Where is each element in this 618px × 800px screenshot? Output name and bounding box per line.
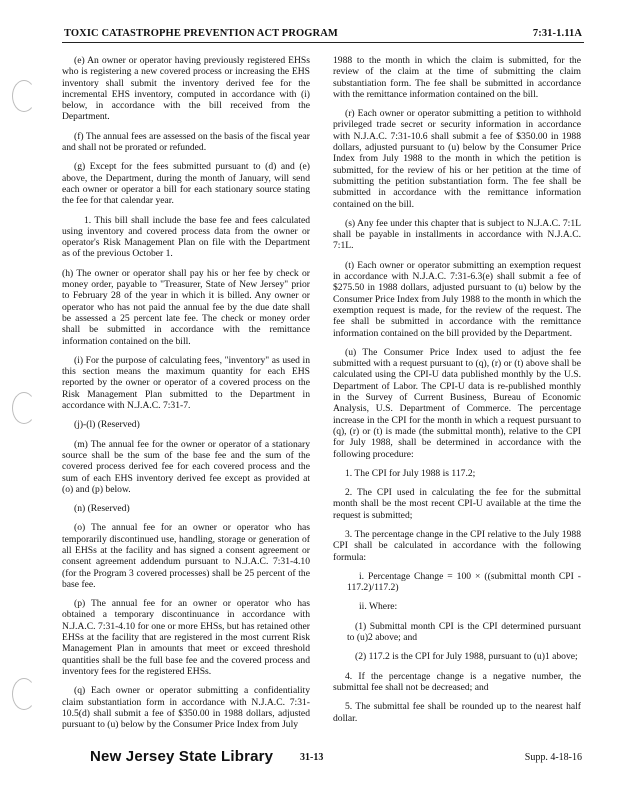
paragraph-u-4: 4. If the percentage change is a negative number, the submittal fee shall not be decreased; and — [333, 670, 581, 693]
paragraph-u: (u) The Consumer Price Index used to adjust the fee submitted with a request pursuant to (q), (r) or (t) above shall be calculated using the CPI-U data published monthly by the U.S. Department of Labor. The CPI-U data is re-published monthly in the Survey of Current Business, Bureau of Economic Analysis, U.S. Department of Commerce. The percentage increase in the CPI for the month in which a request pursuant to (q), (r) or (t) is made (the submittal month), relative to the CPI for July 1988, shall be determined in accordance with the following procedure: — [333, 346, 581, 460]
paragraph-n: (n) (Reserved) — [74, 503, 130, 515]
paragraph-u-3-ii-1: (1) Submittal month CPI is the CPI determined pursuant to (u)2 above; and — [347, 620, 581, 644]
supplement-date: Supp. 4-18-16 — [524, 752, 582, 763]
paragraph-u-3-ii: ii. Where: — [359, 601, 398, 613]
page-number: 31-13 — [300, 752, 324, 763]
paragraph-j-l: (j)-(l) (Reserved) — [74, 419, 140, 431]
paragraph-u-5: 5. The submittal fee shall be rounded up to the nearest half dollar. — [333, 701, 581, 724]
header-section-number: 7:31-1.11A — [532, 28, 582, 39]
paragraph-g: (g) Except for the fees submitted pursuant to (d) and (e) above, the Department, during the month of January, will send each owner or operator a bill for each stationary source stating the fee for that calendar year. — [62, 161, 310, 207]
paragraph-e: (e) An owner or operator having previously registered EHSs who is registering a new covered process or increasing the EHS inventory shall submit the inventory derived fee for the incremental EHS inventory, computed in accordance with (i) below, in accordance with the bill received from the Department. — [62, 55, 310, 123]
paragraph-u-3-i: i. Percentage Change = 100 × ((submittal month CPI - 117.2)/117.2) — [347, 570, 581, 594]
punch-hole-middle — [12, 392, 36, 424]
paragraph-r: (r) Each owner or operator submitting a petition to withhold privileged trade secret or security information in accordance with N.J.A.C. 7:31-10.6 shall submit a fee of $350.00 in 1988 dollars, adjusted pursuant to (u) below by the Consumer Price Index from July 1988 to the month in which the petition is submitted, for the review of his or her petition at the time of submitting the petition substantiation form. The fee shall be submitted in accordance with the remittance information contained on the bill. — [333, 108, 581, 210]
paragraph-u-1: 1. The CPI for July 1988 is 117.2; — [345, 467, 476, 479]
paragraph-g-1: 1. This bill shall include the base fee and fees calculated using inventory and covered process data from the owner or operator's Risk Management Plan on file with the Department as of the previous October 1. — [62, 214, 310, 260]
library-stamp: New Jersey State Library — [90, 748, 274, 765]
paragraph-q: (q) Each owner or operator submitting a confidentiality claim substantiation form in accordance with N.J.A.C. 7:31-10.5(d) shall submit a fee of $350.00 in 1988 dollars, adjusted pursuant to (u) below by the Consumer Price Index from July — [62, 685, 310, 731]
paragraph-p: (p) The annual fee for an owner or operator who has obtained a temporary discontinuance in accordance with N.J.A.C. 7:31-4.10 for one or more EHSs, but has retained other EHSs at the facility that are registered in the most current Risk Management Plan in amounts that meet or exceed threshold quantities shall be the full base fee and the covered process and inventory fees for the registered EHSs. — [62, 598, 310, 677]
paragraph-u-3-ii-2: (2) 117.2 is the CPI for July 1988, pursuant to (u)1 above; — [355, 651, 578, 663]
punch-hole-bottom — [12, 678, 36, 710]
left-column — [62, 55, 310, 738]
punch-hole-top — [12, 80, 36, 112]
paragraph-s: (s) Any fee under this chapter that is subject to N.J.A.C. 7:1L shall be payable in installments in accordance with N.J.A.C. 7:1L. — [333, 217, 581, 252]
paragraph-i: (i) For the purpose of calculating fees, "inventory" as used in this section means the maximum quantity for each EHS reported by the owner or operator of a covered process on the Risk Management Plan submitted to the Department in accordance with N.J.A.C. 7:31-7. — [62, 354, 310, 412]
paragraph-q-continued: 1988 to the month in which the claim is submitted, for the review of the claim at the time of submitting the claim substantiation form. The fee shall be submitted in accordance with the remittance information contained on the bill. — [333, 55, 581, 100]
paragraph-m: (m) The annual fee for the owner or operator of a stationary source shall be the sum of the base fee and the sum of the covered process derived fee for each covered process and the sum of each EHS inventory derived fee except as provided at (o) and (p) below. — [62, 438, 310, 495]
paragraph-f: (f) The annual fees are assessed on the basis of the fiscal year and shall not be prorated or refunded. — [62, 130, 310, 154]
header-title: TOXIC CATASTROPHE PREVENTION ACT PROGRAM — [64, 28, 338, 39]
right-column — [333, 55, 581, 732]
paragraph-t: (t) Each owner or operator submitting an exemption request in accordance with N.J.A.C. 7:31-6.3(e) shall submit a fee of $275.50 in 1988 dollars, adjusted pursuant to (u) below by the Consumer Price Index from July 1988 to the month in which the exemption request is made, for the review of the request. The fee shall be submitted in accordance with the remittance information contained on the bill provided by the Department. — [333, 259, 581, 339]
paragraph-u-2: 2. The CPI used in calculating the fee for the submittal month shall be the most recent CPI-U available at the time the request is submitted; — [333, 487, 581, 521]
paragraph-o: (o) The annual fee for an owner or operator who has temporarily discontinued use, handling, storage or generation of all EHSs at the facility and has signed a consent agreement or consent agreement addendum pursuant to N.J.A.C. 7:31-4.10 (for the Program 3 covered processes) shall be 25 percent of the base fee. — [62, 522, 310, 590]
paragraph-u-3: 3. The percentage change in the CPI relative to the July 1988 CPI shall be calculated in accordance with the following formula: — [333, 528, 581, 563]
paragraph-h: (h) The owner or operator shall pay his or her fee by check or money order, payable to "Treasurer, State of New Jersey" prior to February 28 of the year in which it is billed. Any owner or operator who has not paid the annual fee by the due date shall be assessed a 25 percent late fee. The check or money order shall be submitted in accordance with the remittance information contained on the bill. — [62, 267, 310, 347]
running-header — [62, 26, 584, 43]
